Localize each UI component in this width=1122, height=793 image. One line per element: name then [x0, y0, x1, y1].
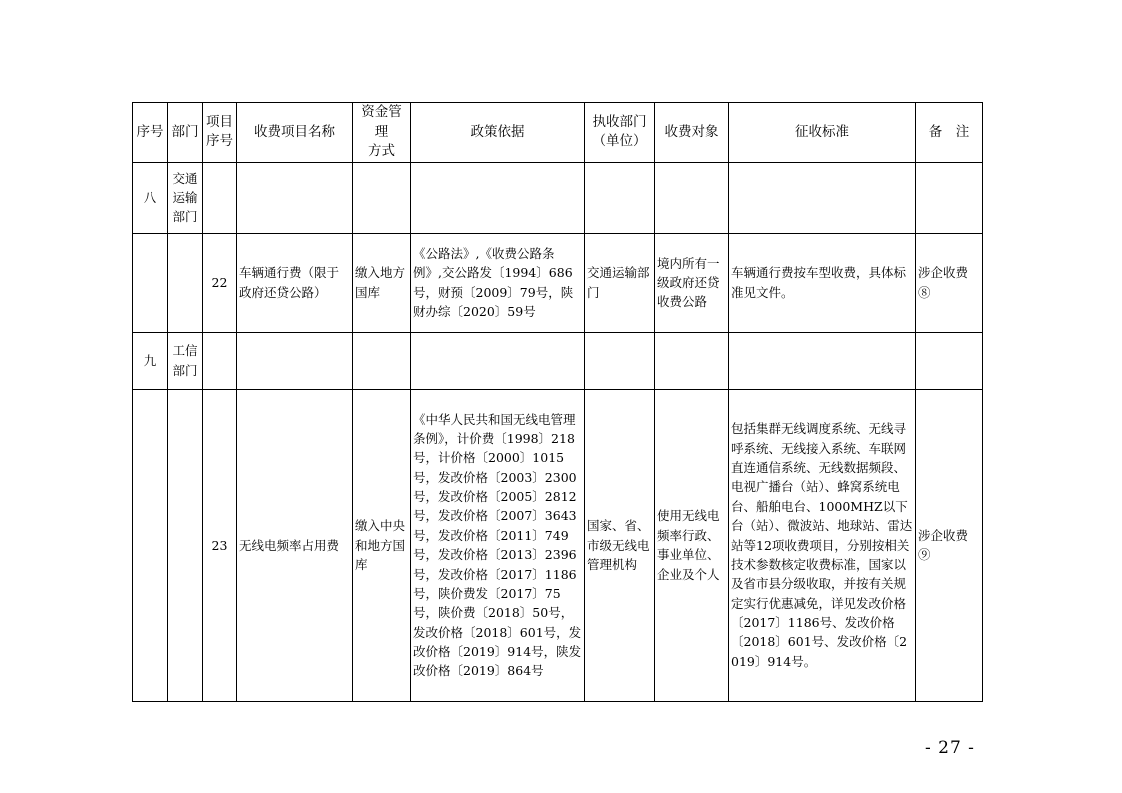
cell-dept [168, 332, 203, 389]
cell-standard: 车辆通行费按车型收费，具体标准见文件。 [729, 233, 916, 332]
cell-item-seq: 22 [203, 233, 237, 332]
table-row [133, 332, 983, 389]
header-collector [585, 103, 655, 163]
cell-seq [133, 233, 168, 332]
header-fund-line2: 方式 [368, 143, 395, 160]
cell-collector [585, 162, 655, 233]
header-fund [353, 103, 411, 163]
cell-name: 车辆通行费（限于政府还贷公路） [237, 233, 353, 332]
header-name: 收费项目名称 [237, 103, 353, 163]
cell-dept [168, 233, 203, 332]
cell-remark [916, 162, 983, 233]
header-item-seq [203, 103, 237, 163]
cell-dept-line: 运输 [172, 190, 198, 205]
header-item-seq-line2: 序号 [206, 133, 233, 150]
cell-target [655, 332, 729, 389]
header-dept: 部门 [168, 103, 203, 163]
cell-item-seq [203, 162, 237, 233]
cell-dept-line: 部门 [172, 209, 198, 225]
cell-seq [133, 389, 168, 701]
header-collector-line2: （单位） [592, 133, 647, 150]
header-remark: 备 注 [916, 103, 983, 163]
cell-policy [411, 162, 585, 233]
cell-standard [729, 162, 916, 233]
cell-policy [411, 332, 585, 389]
cell-dept-line: 工信 [172, 343, 198, 359]
cell-dept-line: 交通 [172, 170, 198, 186]
page-number: - 27 - [925, 738, 975, 758]
cell-remark [916, 332, 983, 389]
cell-name: 无线电频率占用费 [237, 389, 353, 701]
cell-item-seq: 23 [203, 389, 237, 701]
header-target: 收费对象 [655, 103, 729, 163]
fee-table [132, 102, 983, 702]
header-item-seq-line1: 项目 [206, 113, 233, 130]
header-policy: 政策依据 [411, 103, 585, 163]
table-row [133, 233, 983, 332]
cell-standard [729, 332, 916, 389]
cell-name [237, 332, 353, 389]
cell-target: 使用无线电频率行政、事业单位、企业及个人 [655, 389, 729, 701]
cell-dept [168, 162, 203, 233]
table-row [133, 162, 983, 233]
cell-item-seq [203, 332, 237, 389]
header-collector-line1: 执收部门 [592, 113, 647, 130]
cell-collector: 国家、省、市级无线电管理机构 [585, 389, 655, 701]
cell-name [237, 162, 353, 233]
cell-dept [168, 389, 203, 701]
cell-remark: 涉企收费⑨ [916, 389, 983, 701]
table-row [133, 389, 983, 701]
cell-fund: 缴入中央和地方国库 [353, 389, 411, 701]
cell-target: 境内所有一级政府还贷收费公路 [655, 233, 729, 332]
cell-target [655, 162, 729, 233]
cell-standard: 包括集群无线调度系统、无线寻呼系统、无线接入系统、车联网直连通信系统、无线数据频段、电视广播台（站）、蜂窝系统电台、船舶电台、1000MHZ以下台（站）、微波站、地球站、雷达站等12项收费项目，分别按相关技术参数核定收费标准，国家以及省市县分级收取，并按有关规定实行优惠减免，详见发改价格〔2017〕1186号、发改价格〔2018〕601号、发改价格〔2019〕914号。 [729, 389, 916, 701]
header-standard: 征收标准 [729, 103, 916, 163]
header-row [133, 103, 983, 163]
cell-policy: 《公路法》,《收费公路条例》,交公路发〔1994〕686号，财预〔2009〕79号，陕财办综〔2020〕59号 [411, 233, 585, 332]
cell-fund [353, 162, 411, 233]
cell-policy: 《中华人民共和国无线电管理条例》，计价费〔1998〕218号，计价格〔2000〕1015号，发改价格〔2003〕2300号，发改价格〔2005〕2812号，发改价格〔2007〕3643号，发改价格〔2011〕749号，发改价格〔2013〕2396号，发改价格〔2017〕1186号，陕价费发〔2017〕75号，陕价费〔2018〕50号，发改价格〔2018〕601号，发改价格〔2019〕914号，陕发改价格〔2019〕864号 [411, 389, 585, 701]
cell-collector [585, 332, 655, 389]
header-seq: 序号 [133, 103, 168, 163]
cell-fund [353, 332, 411, 389]
cell-fund: 缴入地方国库 [353, 233, 411, 332]
cell-seq: 八 [133, 162, 168, 233]
header-fund-line1: 资金管理 [361, 104, 402, 140]
cell-seq: 九 [133, 332, 168, 389]
cell-dept-line: 部门 [172, 362, 198, 378]
cell-remark: 涉企收费⑧ [916, 233, 983, 332]
cell-collector: 交通运输部门 [585, 233, 655, 332]
